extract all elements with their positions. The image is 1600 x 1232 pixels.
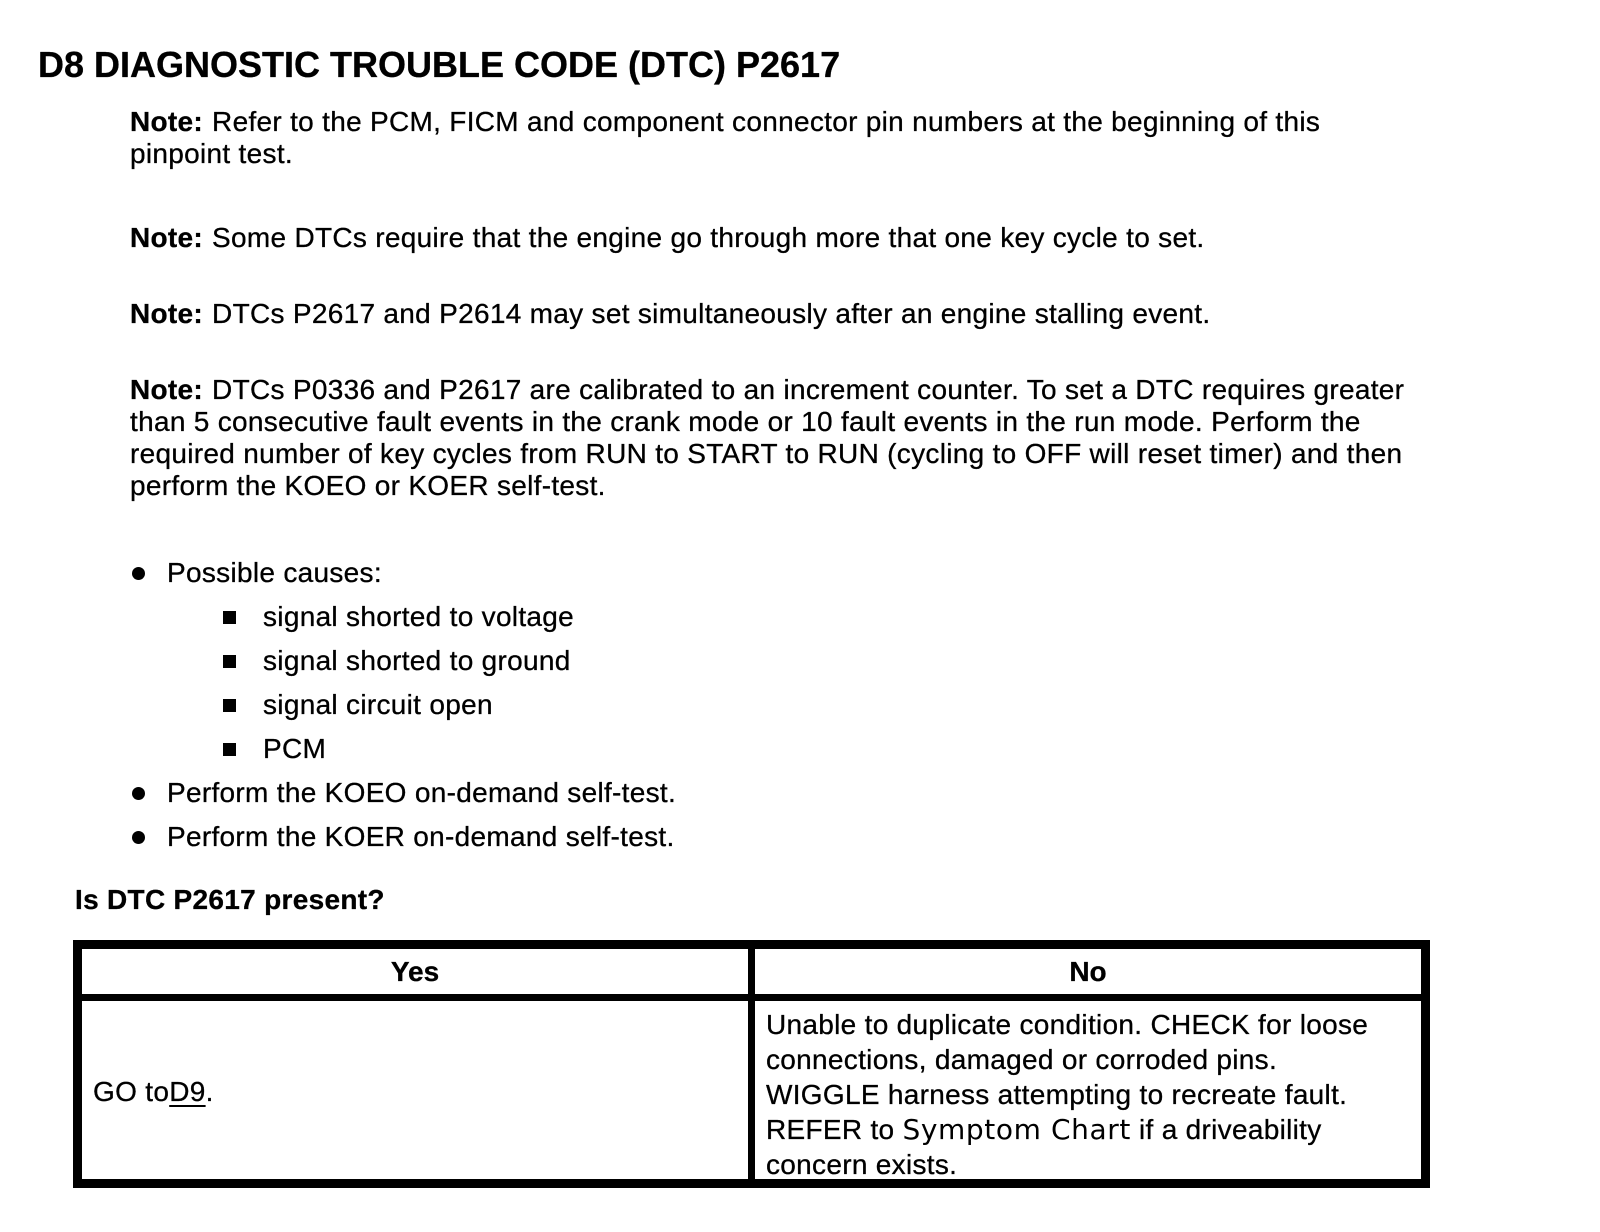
bullet-dot-icon xyxy=(132,831,145,844)
list-item-label: signal circuit open xyxy=(263,689,493,720)
no-cell-text: Unable to duplicate condition. CHECK for loose xyxy=(766,1009,1369,1040)
table-cell-no xyxy=(748,1001,1421,1182)
no-cell-text: WIGGLE harness attempting to recreate fault. xyxy=(766,1079,1348,1110)
list-item-label: signal shorted to voltage xyxy=(263,601,575,632)
list-item-label: Possible causes: xyxy=(167,557,382,588)
list-item-label: Perform the KOER on-demand self-test. xyxy=(167,821,675,852)
note-label: Note: xyxy=(130,298,204,329)
bullet-square-icon xyxy=(223,743,236,756)
yes-cell-text: GO to xyxy=(93,1075,170,1107)
note-label: Note: xyxy=(130,374,204,405)
yes-cell-text: . xyxy=(205,1075,214,1107)
list-item-possible-causes xyxy=(0,551,676,595)
note-text: required number of key cycles from RUN to START to RUN (cycling to OFF will reset timer) and then xyxy=(130,438,1403,469)
note-label: Note: xyxy=(130,222,204,253)
list-item-koeo-test xyxy=(0,771,676,815)
table-header-row xyxy=(82,949,1421,1001)
note-pcm-ficm xyxy=(130,106,1320,170)
list-item-label: Perform the KOEO on-demand self-test. xyxy=(167,777,677,808)
table-header-yes: Yes xyxy=(390,955,440,987)
note-text: perform the KOEO or KOER self-test. xyxy=(130,470,606,501)
note-key-cycle xyxy=(130,222,1204,254)
note-text: DTCs P2617 and P2614 may set simultaneously after an engine stalling event. xyxy=(212,298,1211,329)
no-cell-text: REFER to xyxy=(766,1114,903,1145)
note-line xyxy=(130,298,1210,330)
bullet-list xyxy=(0,551,676,859)
note-text: than 5 consecutive fault events in the crank mode or 10 fault events in the run mode. Perform the xyxy=(130,406,1361,437)
table-body-row xyxy=(82,1001,1421,1182)
note-line xyxy=(130,106,1320,138)
note-label: Note: xyxy=(130,106,204,137)
table-header-no: No xyxy=(748,949,1421,994)
note-increment-counter xyxy=(130,374,1404,502)
note-text: Refer to the PCM, FICM and component connector pin numbers at the beginning of this xyxy=(212,106,1321,137)
list-item-cause xyxy=(0,595,676,639)
bullet-dot-icon xyxy=(132,787,145,800)
note-line xyxy=(130,222,1204,254)
decision-table xyxy=(73,940,1430,1188)
list-item-cause xyxy=(0,727,676,771)
page-title: D8 DIAGNOSTIC TROUBLE CODE (DTC) P2617 xyxy=(38,44,841,86)
list-item-cause xyxy=(0,683,676,727)
note-text: DTCs P0336 and P2617 are calibrated to an increment counter. To set a DTC requires greater xyxy=(212,374,1405,405)
note-text: pinpoint test. xyxy=(130,138,293,169)
bullet-dot-icon xyxy=(132,567,145,580)
symptom-chart-link[interactable]: Symptom Chart xyxy=(902,1113,1131,1146)
no-cell-text: if a driveability xyxy=(1130,1114,1322,1145)
note-line xyxy=(130,374,1404,406)
list-item-cause xyxy=(0,639,676,683)
table-cell-yes xyxy=(82,1001,748,1182)
list-item-label: signal shorted to ground xyxy=(263,645,571,676)
list-item-label: PCM xyxy=(263,733,327,764)
note-simultaneous-dtc xyxy=(130,298,1210,330)
no-cell-text: concern exists. xyxy=(766,1149,958,1180)
note-text: Some DTCs require that the engine go through more that one key cycle to set. xyxy=(212,222,1205,253)
list-item-koer-test xyxy=(0,815,676,859)
no-cell-text: connections, damaged or corroded pins. xyxy=(766,1044,1278,1075)
bullet-square-icon xyxy=(223,699,236,712)
bullet-square-icon xyxy=(223,611,236,624)
no-cell-refer-line xyxy=(766,1112,1413,1147)
bullet-square-icon xyxy=(223,655,236,668)
d9-link[interactable]: D9 xyxy=(169,1075,206,1107)
question-heading: Is DTC P2617 present? xyxy=(75,884,385,915)
